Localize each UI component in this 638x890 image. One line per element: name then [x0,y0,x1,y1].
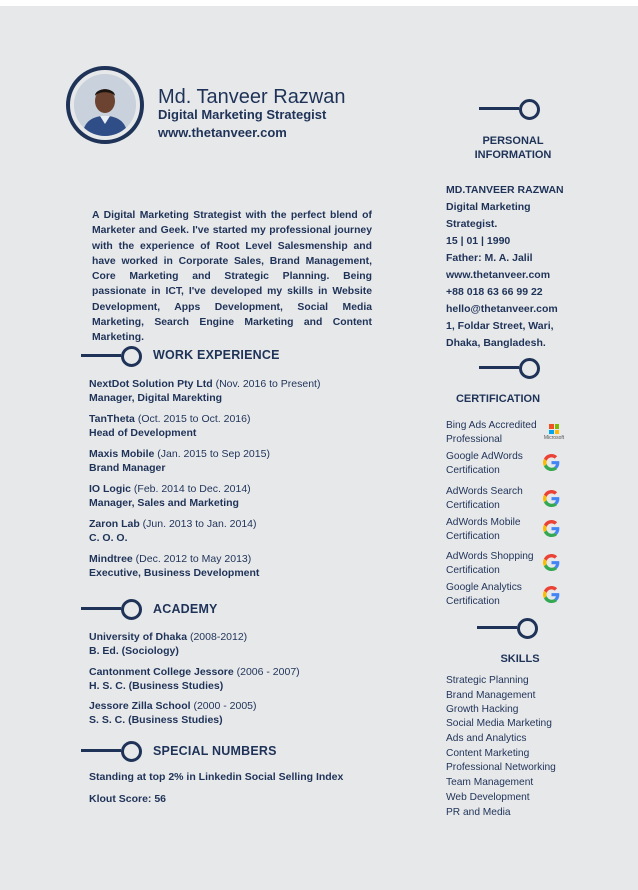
work-position: Manager, Digital Marekting [89,392,223,404]
work-dates: (Feb. 2014 to Dec. 2014) [131,483,251,495]
work-company: Maxis Mobile [89,448,155,460]
certification-divider-circle [519,358,540,379]
certification-name: AdWords Shopping [446,551,534,562]
special-divider-circle [121,741,142,762]
personal-address: 1, Foldar Street, Wari, [446,320,554,332]
certification-name: AdWords Search [446,486,523,497]
work-position: Manager, Sales and Marketing [89,497,239,509]
certification-name: Google Analytics [446,582,522,593]
academy-degree: H. S. C. (Business Studies) [89,680,224,692]
certification-item [446,581,522,608]
work-divider-line [81,354,121,357]
personal-address: Dhaka, Bangladesh. [446,337,546,349]
google-g-icon [543,554,560,576]
personal-email: hello@thetanveer.com [446,303,558,315]
work-experience-heading: WORK EXPERIENCE [153,348,280,362]
academy-item [89,630,247,658]
work-company: IO Logic [89,483,131,495]
work-item [89,412,250,440]
work-dates: (Jun. 2013 to Jan. 2014) [139,518,257,530]
academy-heading: ACADEMY [153,602,218,616]
academy-dates: (2008-2012) [187,631,248,643]
academy-dates: (2006 - 2007) [233,666,300,678]
academy-degree: B. Ed. (Sociology) [89,645,179,657]
personal-title: Digital Marketing [446,201,531,213]
work-item [89,517,257,545]
certification-name: Certification [446,464,500,476]
skill-item: Professional Networking [446,762,556,773]
personal-title: Strategist. [446,218,498,230]
work-divider-circle [121,346,142,367]
certification-name: Certification [446,595,500,607]
certification-name: Certification [446,564,500,576]
skill-item: Social Media Marketing [446,718,552,729]
special-numbers-heading: SPECIAL NUMBERS [153,744,277,758]
certification-divider-line [479,366,519,369]
work-position: Executive, Business Development [89,567,260,579]
academy-school: Jessore Zilla School [89,700,191,712]
profile-photo-frame [66,66,144,144]
summary-paragraph: A Digital Marketing Strategist with the perfect blend of Marketer and Geek. I've started my professional journey with the experience of Root Level Salesmenship and have worked in Corporate Sales, Brand Management, Core Marketing and Strategic Planning. Being passionate in ICT, I've developed my skills in Website Development, Apps Development, Social Media Marketing, Search Engine Marketing and Content Marketing. [92,210,372,344]
microsoft-logo-icon [542,424,566,441]
personal-phone: +88 018 63 66 99 22 [446,286,543,298]
academy-divider-circle [121,599,142,620]
skills-divider-circle [517,618,538,639]
work-item [89,377,320,405]
personal-info-heading [458,134,568,162]
skills-heading: SKILLS [500,653,540,665]
skill-item: Web Development [446,792,530,803]
academy-dates: (2000 - 2005) [190,700,257,712]
academy-item [89,699,257,727]
work-dates: (Dec. 2012 to May 2013) [132,553,252,565]
certification-item [446,516,521,543]
google-g-icon [543,520,560,542]
skill-item: Growth Hacking [446,704,519,715]
academy-school: Cantonment College Jessore [89,666,234,678]
certification-item [446,419,537,446]
certification-name: Bing Ads Accredited [446,420,537,431]
work-item [89,447,270,475]
personal-website: www.thetanveer.com [446,269,551,281]
microsoft-label: Microsoft [543,435,565,441]
personal-heading-line: PERSONAL [482,135,544,147]
work-position: Brand Manager [89,462,166,474]
certification-name: Certification [446,530,500,542]
special-number-item: Klout Score: 56 [89,793,167,805]
work-position: C. O. O. [89,532,128,544]
skill-item: Strategic Planning [446,675,529,686]
personal-dob: 15 | 01 | 1990 [446,235,511,247]
certification-name: Google AdWords [446,451,523,462]
certification-item [446,450,523,477]
work-item [89,552,259,580]
academy-item [89,665,300,693]
certification-heading: CERTIFICATION [455,393,541,405]
google-g-icon [543,490,560,512]
academy-school: University of Dhaka [89,631,188,643]
profile-photo [74,74,136,136]
google-g-icon [543,586,560,608]
skill-item: PR and Media [446,807,511,818]
special-number-item: Standing at top 2% in Linkedin Social Selling Index [89,771,344,783]
skill-item: Brand Management [446,690,536,701]
work-dates: (Nov. 2016 to Present) [212,378,321,390]
academy-divider-line [81,607,121,610]
google-g-icon [543,454,560,476]
work-item [89,482,251,510]
candidate-title: Digital Marketing Strategist [158,107,327,122]
work-company: Zaron Lab [89,518,140,530]
work-dates: (Jan. 2015 to Sep 2015) [154,448,270,460]
personal-divider-line [479,107,519,110]
personal-heading-line: INFORMATION [474,149,552,161]
work-company: TanTheta [89,413,135,425]
certification-name: AdWords Mobile [446,517,521,528]
personal-name: MD.TANVEER RAZWAN [446,184,564,196]
candidate-name: Md. Tanveer Razwan [158,86,346,108]
skill-item: Content Marketing [446,748,530,759]
work-company: NextDot Solution Pty Ltd [89,378,213,390]
academy-degree: S. S. C. (Business Studies) [89,714,223,726]
resume-page [0,6,638,890]
certification-item [446,550,534,577]
work-company: Mindtree [89,553,133,565]
special-divider-line [81,749,121,752]
skill-item: Ads and Analytics [446,733,527,744]
skill-item: Team Management [446,777,534,788]
certification-name: Professional [446,433,503,445]
work-dates: (Oct. 2015 to Oct. 2016) [134,413,251,425]
personal-divider-circle [519,99,540,120]
personal-info-block [446,182,566,352]
personal-father: Father: M. A. Jalil [446,252,533,264]
certification-item [446,485,523,512]
work-position: Head of Development [89,427,197,439]
certification-name: Certification [446,499,500,511]
skills-divider-line [477,626,517,629]
candidate-website: www.thetanveer.com [158,125,287,140]
